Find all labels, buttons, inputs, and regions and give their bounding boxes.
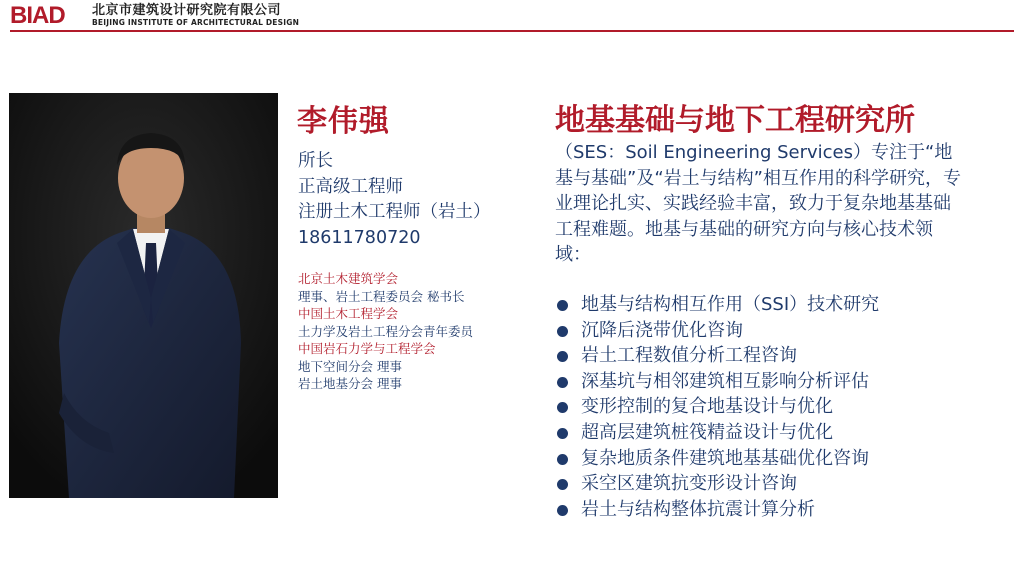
affiliation-org: 北京土木建筑学会: [298, 271, 399, 286]
title-certification: 注册土木工程师（岩土）: [298, 202, 491, 222]
bullet-icon: [557, 377, 568, 388]
bullet-icon: [557, 351, 568, 362]
header-divider: [10, 30, 1014, 32]
list-item: [555, 343, 879, 369]
org-name-block: [92, 3, 299, 28]
list-item: [555, 394, 879, 420]
institute-intro: （SES：Soil Engineering Services）专注于“地基与基础”及“岩土与结构”相互作用的科学研究，专业理论扎实、实践经验丰富，致力于复杂地基基础工程难题。地基与基础的研究方向与核心技术领域：: [555, 142, 961, 265]
service-label: 复杂地质条件建筑地基基础优化咨询: [581, 447, 869, 469]
service-label: 变形控制的复合地基设计与优化: [581, 396, 833, 418]
list-item: [555, 471, 879, 497]
bullet-icon: [557, 505, 568, 516]
header: [0, 0, 1024, 34]
bullet-icon: [557, 479, 568, 490]
list-item: [555, 369, 879, 395]
service-label: 深基坑与相邻建筑相互影响分析评估: [581, 370, 869, 392]
list-item: [555, 292, 879, 318]
bullet-icon: [557, 402, 568, 413]
affiliations-list: [298, 270, 473, 393]
affiliation-role: 理事、岩土工程委员会 秘书长: [298, 288, 465, 304]
affiliation-role: 岩土地基分会 理事: [298, 376, 402, 391]
bullet-icon: [557, 428, 568, 439]
affiliation-org: 中国岩石力学与工程学会: [298, 341, 436, 356]
institute-title: 地基基础与地下工程研究所: [555, 103, 915, 138]
service-label: 沉降后浇带优化咨询: [581, 319, 743, 341]
title-rank: 正高级工程师: [298, 176, 403, 197]
portrait-illustration: [9, 93, 278, 498]
person-titles: [298, 149, 491, 251]
service-label: 采空区建筑抗变形设计咨询: [581, 473, 797, 495]
person-name: 李伟强: [297, 104, 390, 139]
bullet-icon: [557, 454, 568, 465]
service-label: 地基与结构相互作用（SSI）技术研究: [581, 294, 880, 315]
phone-number: 18611780720: [298, 227, 421, 248]
list-item: [555, 318, 879, 344]
bullet-icon: [557, 300, 568, 311]
title-position: 所长: [298, 151, 333, 171]
affiliation-role: 土力学及岩土工程分会青年委员: [298, 323, 474, 339]
service-list: [555, 292, 879, 522]
portrait-photo: [9, 93, 278, 498]
list-item: [555, 497, 879, 523]
affiliation-org: 中国土木工程学会: [298, 306, 399, 321]
service-label: 超高层建筑桩筏精益设计与优化: [581, 421, 833, 443]
list-item: [555, 446, 879, 472]
service-label: 岩土工程数值分析工程咨询: [581, 345, 797, 367]
biad-logo: BIAD: [10, 2, 65, 29]
service-label: 岩土与结构整体抗震计算分析: [581, 498, 815, 520]
bullet-icon: [557, 326, 568, 337]
affiliation-role: 地下空间分会 理事: [298, 358, 402, 374]
list-item: [555, 420, 879, 446]
org-name-en: BEIJING INSTITUTE OF ARCHITECTURAL DESIGN: [92, 18, 300, 27]
org-name-cn: 北京市建筑设计研究院有限公司: [92, 3, 282, 18]
